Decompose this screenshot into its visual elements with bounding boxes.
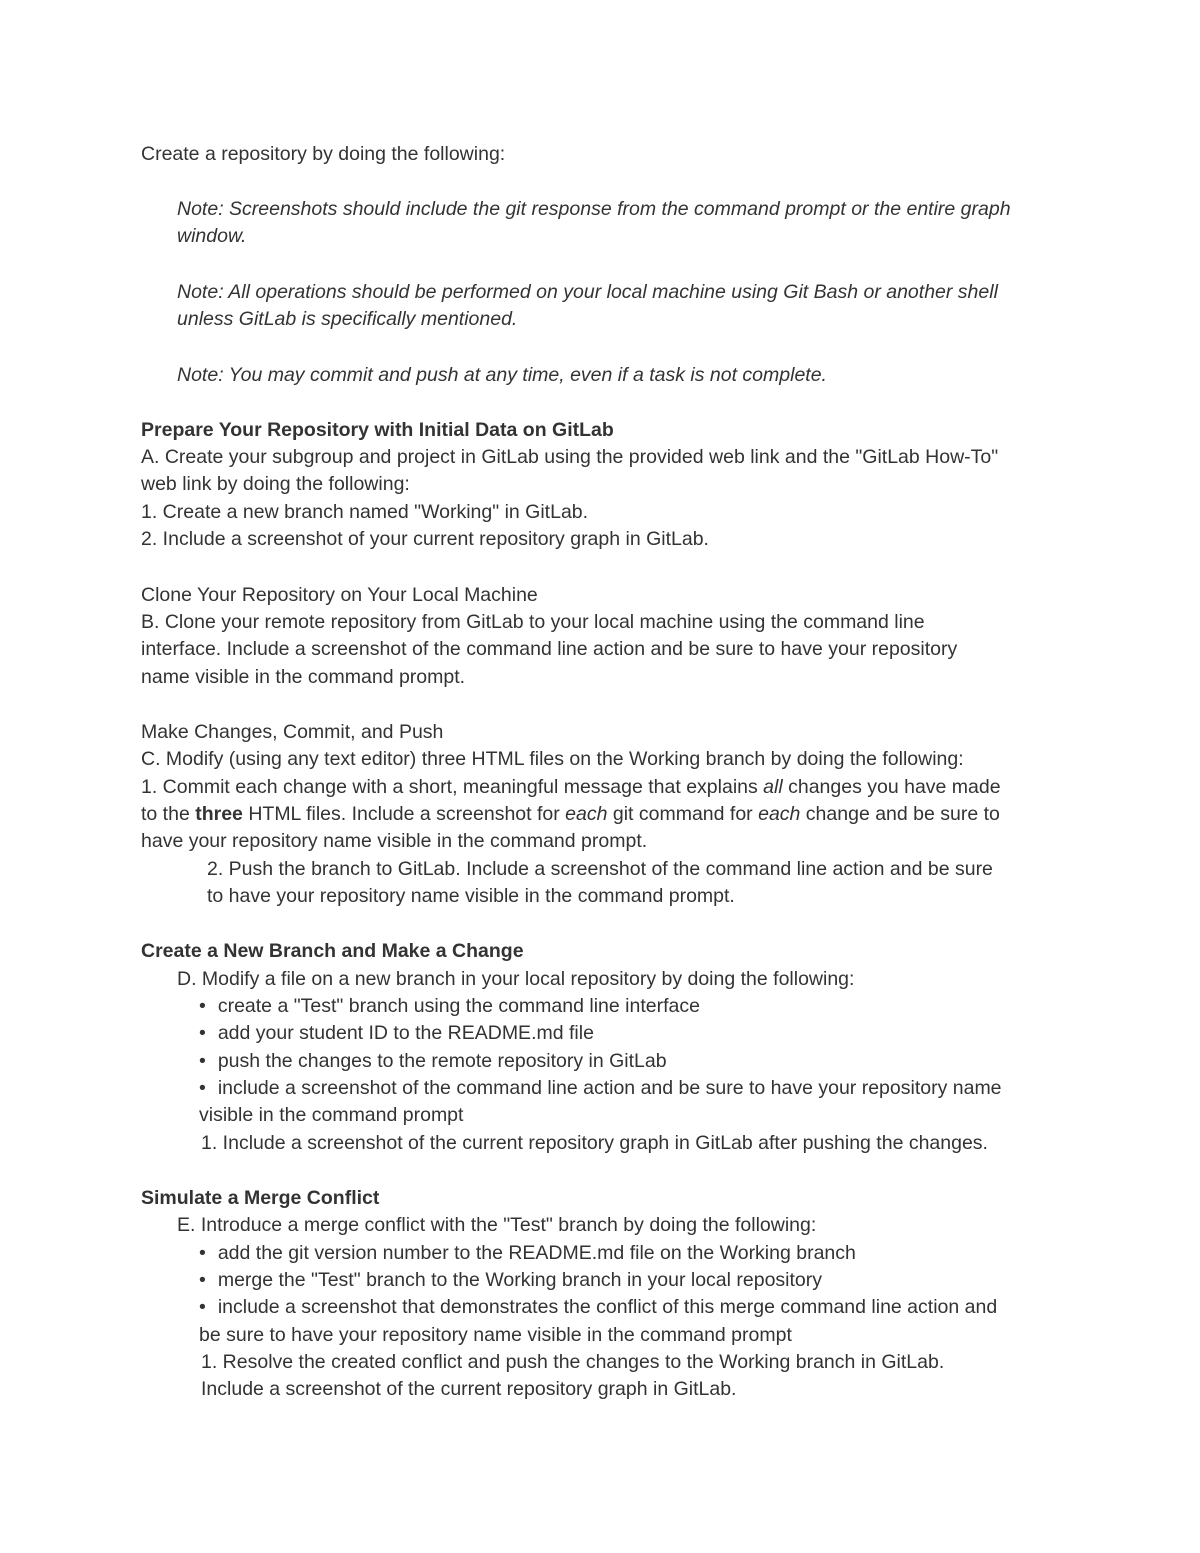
bullet-icon: • [199, 1077, 206, 1099]
list-item-continuation: be sure to have your repository name visible in the command prompt [199, 1324, 792, 1346]
list-item-text: include a screenshot that demonstrates the conflict of this merge command line action and [217, 1296, 998, 1318]
section-a-heading: Prepare Your Repository with Initial Data on GitLab [141, 419, 614, 441]
section-e-step1-line1: 1. Resolve the created conflict and push the changes to the Working branch in GitLab. [201, 1351, 945, 1373]
list-item-text: push the changes to the remote repository in GitLab [217, 1050, 667, 1072]
section-e-line1: E. Introduce a merge conflict with the "Test" branch by doing the following: [177, 1214, 817, 1236]
emphasis-each: each [758, 803, 801, 825]
note-operations-line1: Note: All operations should be performed on your local machine using Git Bash or another shell [177, 281, 998, 303]
bullet-icon: • [199, 1296, 206, 1318]
section-a-step2: 2. Include a screenshot of your current repository graph in GitLab. [141, 528, 709, 550]
section-e-step1-line2: Include a screenshot of the current repository graph in GitLab. [201, 1378, 737, 1400]
section-d-heading: Create a New Branch and Make a Change [141, 940, 524, 962]
section-b-line1: B. Clone your remote repository from GitLab to your local machine using the command line [141, 611, 925, 633]
list-item-text: create a "Test" branch using the command line interface [217, 995, 700, 1017]
list-item-continuation: visible in the command prompt [199, 1104, 464, 1126]
list-item [199, 1020, 594, 1047]
list-item [199, 993, 700, 1020]
note-commit-push: Note: You may commit and push at any time, even if a task is not complete. [177, 364, 827, 386]
section-c-step2-line1: 2. Push the branch to GitLab. Include a screenshot of the command line action and be sure [207, 858, 993, 880]
note-screenshots-line1: Note: Screenshots should include the git response from the command prompt or the entire graph [177, 198, 1011, 220]
strong-three: three [195, 803, 243, 825]
section-b-line2: interface. Include a screenshot of the command line action and be sure to have your repository [141, 638, 958, 660]
section-d-step1: 1. Include a screenshot of the current repository graph in GitLab after pushing the changes. [201, 1132, 988, 1154]
text-run: change and be sure to [800, 803, 1000, 825]
bullet-icon: • [199, 1269, 206, 1291]
text-run: HTML files. Include a screenshot for [242, 803, 566, 825]
note-operations-line2: unless GitLab is specifically mentioned. [177, 308, 518, 330]
list-item-text: include a screenshot of the command line action and be sure to have your repository name [217, 1077, 1002, 1099]
intro-text: Create a repository by doing the following: [141, 143, 506, 165]
text-run: git command for [607, 803, 759, 825]
section-a-step1: 1. Create a new branch named "Working" in GitLab. [141, 501, 589, 523]
emphasis-all: all [763, 776, 783, 798]
bullet-icon: • [199, 995, 206, 1017]
section-c-step2-line2: to have your repository name visible in the command prompt. [207, 885, 735, 907]
list-item [199, 1240, 856, 1267]
section-a-line2: web link by doing the following: [141, 473, 410, 495]
section-b-line3: name visible in the command prompt. [141, 666, 466, 688]
section-c-line1: C. Modify (using any text editor) three HTML files on the Working branch by doing the following: [141, 748, 964, 770]
note-screenshots-line2: window. [177, 225, 247, 247]
emphasis-each: each [565, 803, 608, 825]
list-item-text: merge the "Test" branch to the Working branch in your local repository [217, 1269, 823, 1291]
bullet-icon: • [199, 1050, 206, 1072]
list-item [199, 1267, 822, 1294]
text-run: changes you have made [782, 776, 1001, 798]
section-c-step1-line3: have your repository name visible in the command prompt. [141, 830, 648, 852]
section-c-heading: Make Changes, Commit, and Push [141, 721, 444, 743]
bullet-icon: • [199, 1242, 206, 1264]
list-item-text: add the git version number to the README.md file on the Working branch [217, 1242, 856, 1264]
section-c-step1-line2 [141, 801, 1000, 828]
list-item [199, 1294, 997, 1321]
section-a-line1: A. Create your subgroup and project in GitLab using the provided web link and the "GitLab How-To" [141, 446, 999, 468]
section-e-heading: Simulate a Merge Conflict [141, 1187, 380, 1209]
list-item [199, 1075, 1002, 1102]
text-run: to the [141, 803, 196, 825]
section-b-heading: Clone Your Repository on Your Local Machine [141, 584, 538, 606]
list-item [199, 1048, 667, 1075]
section-c-step1-line1 [141, 774, 1001, 801]
text-run: 1. Commit each change with a short, meaningful message that explains [141, 776, 764, 798]
bullet-icon: • [199, 1022, 206, 1044]
list-item-text: add your student ID to the README.md file [217, 1022, 594, 1044]
section-d-line1: D. Modify a file on a new branch in your local repository by doing the following: [177, 968, 855, 990]
